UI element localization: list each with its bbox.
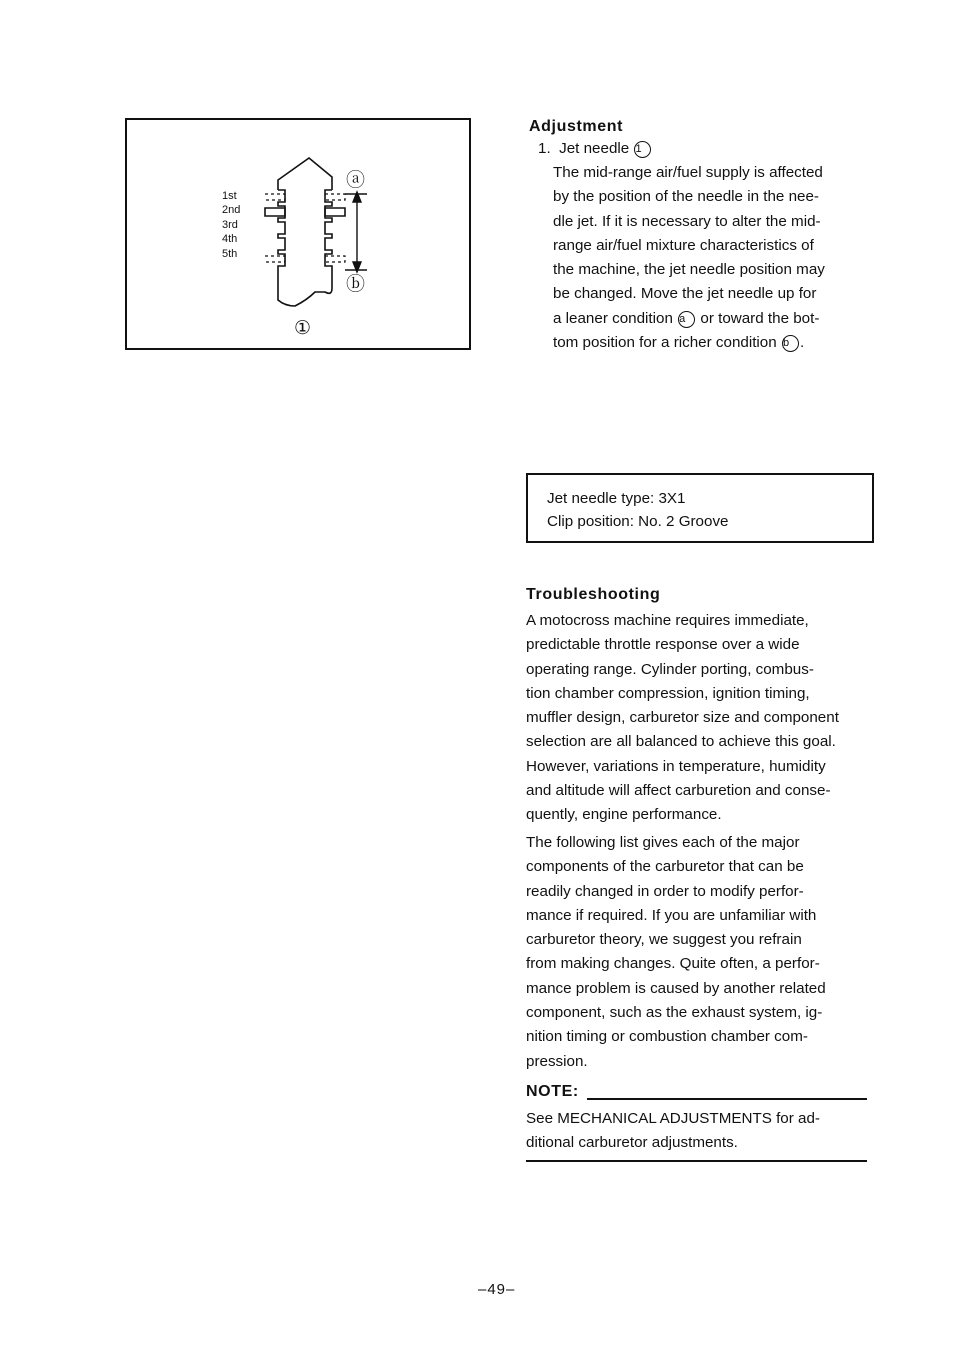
jet-needle-figure bbox=[125, 118, 471, 350]
page-number: –49– bbox=[478, 1281, 516, 1298]
text-line: component, such as the exhaust system, ig- bbox=[526, 1004, 823, 1022]
text-line: The mid-range air/fuel supply is affected bbox=[553, 164, 823, 181]
text-line: However, variations in temperature, humidity bbox=[526, 757, 826, 775]
needle-bottom-outline bbox=[278, 288, 332, 306]
note-top-rule bbox=[587, 1098, 867, 1100]
adjustment-heading: Adjustment bbox=[529, 118, 623, 135]
ref-b-marker: b bbox=[782, 335, 799, 352]
position-label-5th: 5th bbox=[222, 248, 238, 260]
text-line: carburetor theory, we suggest you refrain bbox=[526, 931, 802, 949]
clip-dashed bbox=[265, 194, 345, 262]
text-line: mance problem is caused by another related bbox=[526, 979, 826, 997]
text-line: from making changes. Quite often, a perfor- bbox=[526, 955, 820, 973]
needle-top-outline bbox=[278, 158, 332, 190]
text-line: be changed. Move the jet needle up for bbox=[553, 285, 817, 303]
clip-position-spec: Clip position: No. 2 Groove bbox=[547, 513, 729, 530]
text-line: operating range. Cylinder porting, combus- bbox=[526, 660, 814, 678]
item-number: 1. bbox=[538, 140, 551, 157]
text-line: readily changed in order to modify perfor- bbox=[526, 882, 804, 900]
text-line: and altitude will affect carburetion and conse- bbox=[526, 782, 831, 800]
position-label-1st: 1st bbox=[222, 190, 237, 202]
text-line: The following list gives each of the major bbox=[526, 834, 800, 851]
troubleshooting-heading: Troubleshooting bbox=[526, 586, 661, 603]
needle-left-grooves bbox=[278, 190, 285, 288]
jet-needle-diagram bbox=[127, 120, 473, 352]
text-line: mance if required. If you are unfamiliar with bbox=[526, 906, 817, 924]
note-label: NOTE: bbox=[526, 1083, 579, 1100]
text-line: A motocross machine requires immediate, bbox=[526, 612, 809, 629]
text-line: selection are all balanced to achieve this goal. bbox=[526, 733, 836, 751]
text-line: components of the carburetor that can be bbox=[526, 858, 804, 876]
text-line: tom position for a richer condition b . bbox=[553, 334, 805, 352]
position-label-4th: 4th bbox=[222, 233, 238, 245]
position-label-3rd: 3rd bbox=[222, 219, 238, 231]
text-line: ditional carburetor adjustments. bbox=[526, 1134, 738, 1152]
troubleshooting-paragraph-1 bbox=[526, 609, 871, 828]
label-b: ⓑ bbox=[346, 273, 366, 295]
text-line: See MECHANICAL ADJUSTMENTS for ad- bbox=[526, 1110, 820, 1127]
ref-a-marker: a bbox=[678, 311, 695, 328]
text-line: the machine, the jet needle position may bbox=[553, 261, 825, 279]
troubleshooting-paragraph-2 bbox=[526, 831, 871, 1074]
text-line: pression. bbox=[526, 1052, 588, 1070]
text-line: tion chamber compression, ignition timing, bbox=[526, 684, 810, 702]
position-label-2nd: 2nd bbox=[222, 204, 241, 216]
jet-needle-spec-box bbox=[526, 473, 874, 543]
adjustment-arrow bbox=[345, 192, 367, 272]
adjustment-paragraph bbox=[553, 161, 871, 355]
note-text bbox=[526, 1107, 871, 1156]
text-line: range air/fuel mixture characteristics of bbox=[553, 236, 814, 254]
text-line: nition timing or combustion chamber com- bbox=[526, 1028, 808, 1046]
label-1: ① bbox=[294, 317, 312, 339]
clip-solid bbox=[265, 208, 345, 216]
needle-type-spec: Jet needle type: 3X1 bbox=[547, 490, 686, 507]
note-bottom-rule bbox=[526, 1160, 867, 1162]
text-line: by the position of the needle in the nee- bbox=[553, 188, 819, 206]
text-line: muffler design, carburetor size and component bbox=[526, 709, 839, 727]
text-line: quently, engine performance. bbox=[526, 806, 722, 824]
ref-1-marker: 1 bbox=[634, 141, 651, 158]
text-line: predictable throttle response over a wide bbox=[526, 636, 800, 654]
item-title: Jet needle bbox=[559, 140, 630, 157]
needle-right-grooves bbox=[325, 190, 332, 288]
text-line: a leaner condition a or toward the bot- bbox=[553, 309, 820, 327]
jet-needle-item bbox=[538, 137, 652, 161]
text-line: dle jet. If it is necessary to alter the mid- bbox=[553, 212, 821, 230]
label-a: ⓐ bbox=[346, 169, 366, 191]
